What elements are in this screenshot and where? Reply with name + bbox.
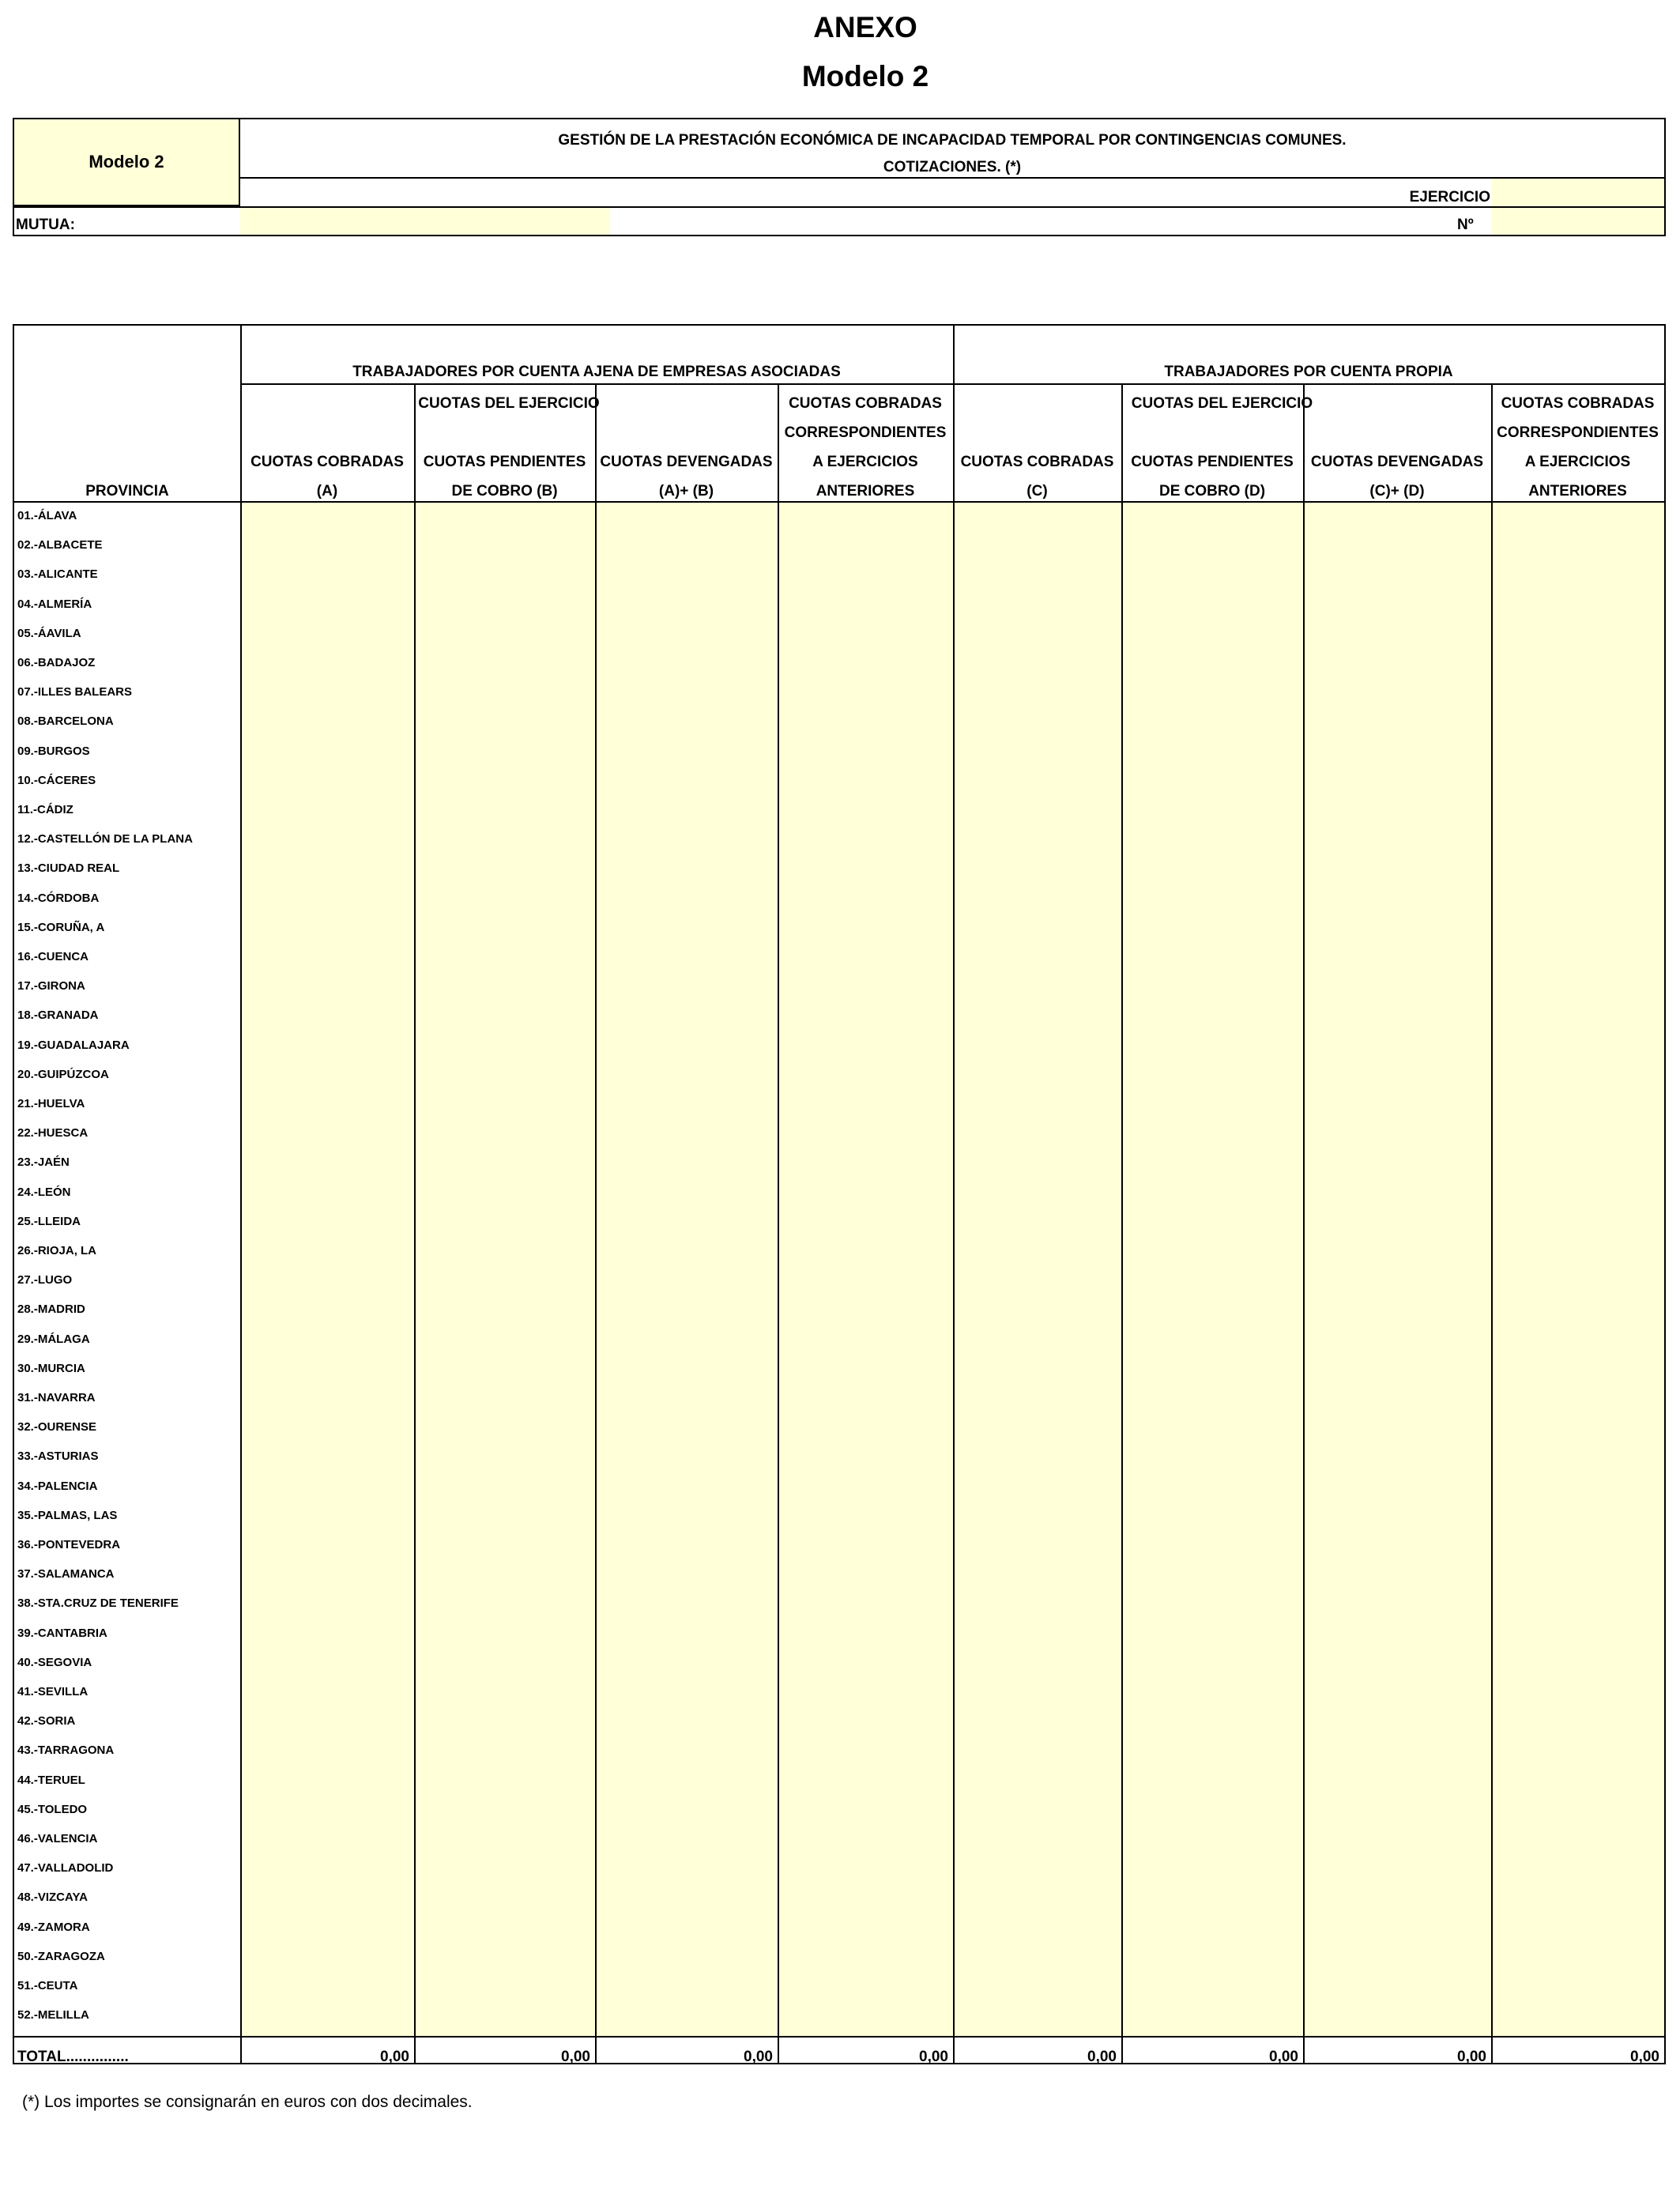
header-divider <box>14 501 1664 503</box>
province-label: 39.-CANTABRIA <box>17 1626 107 1640</box>
province-label: 24.-LEÓN <box>17 1185 71 1199</box>
province-label: 04.-ALMERÍA <box>17 597 92 611</box>
province-label: 45.-TOLEDO <box>17 1802 88 1816</box>
modelo-label: Modelo 2 <box>14 119 240 206</box>
province-label: 50.-ZARAGOZA <box>17 1949 105 1963</box>
column-header-anteriores: ANTERIORES <box>816 483 915 499</box>
column-divider <box>953 326 955 2064</box>
province-label: 18.-GRANADA <box>17 1008 99 1023</box>
column-header-ajena: (A) <box>316 483 338 499</box>
cuotas-table <box>13 324 1666 2064</box>
province-label: 34.-PALENCIA <box>17 1479 98 1493</box>
province-label: 46.-VALENCIA <box>17 1832 98 1845</box>
province-label: 43.-TARRAGONA <box>17 1744 115 1758</box>
province-label: 51.-CEUTA <box>17 1979 78 1992</box>
total-value: 0,00 <box>1630 2049 1659 2065</box>
column-header-anteriores: A EJERCICIOS <box>1524 454 1631 470</box>
province-label: 05.-ÁAVILA <box>17 626 81 640</box>
data-column-fill[interactable] <box>242 503 414 2036</box>
page-subtitle: Modelo 2 <box>801 60 929 92</box>
mutua-field[interactable] <box>240 208 610 235</box>
form-header <box>13 118 1666 236</box>
province-label: 02.-ALBACETE <box>17 538 103 552</box>
province-label: 08.-BARCELONA <box>17 714 114 729</box>
page-title: ANEXO <box>813 11 917 43</box>
province-label: 17.-GIRONA <box>17 979 85 993</box>
province-label: 01.-ÁLAVA <box>17 509 77 522</box>
province-label: 36.-PONTEVEDRA <box>17 1538 121 1551</box>
column-header-anteriores: CORRESPONDIENTES <box>1497 424 1659 441</box>
group-header-ajena: TRABAJADORES POR CUENTA AJENA DE EMPRESAS ASOCIADAS <box>352 364 841 380</box>
column-header-ajena: CUOTAS PENDIENTES <box>423 454 586 470</box>
form-subheading: COTIZACIONES. (*) <box>883 159 1022 175</box>
data-column-fill[interactable] <box>597 503 778 2036</box>
province-label: 14.-CÓRDOBA <box>17 891 100 905</box>
column-header-propia: DE COBRO (D) <box>1158 483 1266 499</box>
province-label: 19.-GUADALAJARA <box>17 1038 130 1052</box>
province-label: 20.-GUIPÚZCOA <box>17 1067 109 1081</box>
column-divider <box>1491 383 1493 2064</box>
province-label: 30.-MURCIA <box>17 1361 85 1375</box>
province-label: 31.-NAVARRA <box>17 1391 96 1404</box>
column-header-anteriores: ANTERIORES <box>1528 483 1627 499</box>
column-header-anteriores: A EJERCICIOS <box>812 454 918 470</box>
column-divider <box>595 383 597 2064</box>
province-label: 44.-TERUEL <box>17 1773 85 1787</box>
ejercicio-label: EJERCICIO <box>1409 189 1490 205</box>
province-label: 41.-SEVILLA <box>17 1685 89 1698</box>
form-heading: GESTIÓN DE LA PRESTACIÓN ECONÓMICA DE INCAPACIDAD TEMPORAL POR CONTINGENCIAS COMUNES. <box>558 132 1347 149</box>
province-label: 21.-HUELVA <box>17 1097 85 1110</box>
province-label: 48.-VIZCAYA <box>17 1891 88 1905</box>
ejercicio-field[interactable] <box>1492 179 1664 206</box>
province-label: 07.-ILLES BALEARS <box>17 685 133 699</box>
total-value: 0,00 <box>380 2049 409 2065</box>
province-label: 11.-CÁDIZ <box>17 803 73 816</box>
column-header-provincia: PROVINCIA <box>85 483 169 499</box>
column-header-anteriores: CUOTAS COBRADAS <box>1501 395 1655 412</box>
column-header-anteriores: CORRESPONDIENTES <box>784 424 947 441</box>
total-divider <box>14 2036 1664 2038</box>
province-label: 37.-SALAMANCA <box>17 1567 115 1581</box>
data-column-fill[interactable] <box>955 503 1121 2036</box>
total-value: 0,00 <box>561 2049 590 2065</box>
column-divider <box>1121 383 1123 2064</box>
total-value: 0,00 <box>1269 2049 1298 2065</box>
province-label: 16.-CUENCA <box>17 950 89 963</box>
column-header-ajena: CUOTAS DEVENGADAS <box>600 454 773 470</box>
province-label: 47.-VALLADOLID <box>17 1861 114 1875</box>
numero-field[interactable] <box>1492 208 1664 235</box>
column-divider <box>778 383 779 2064</box>
column-header-propia: (C) <box>1026 483 1048 499</box>
subgroup-cuotas-ejercicio: CUOTAS DEL EJERCICIO <box>1131 395 1313 412</box>
province-label: 22.-HUESCA <box>17 1126 89 1140</box>
column-header-propia: CUOTAS PENDIENTES <box>1131 454 1294 470</box>
subgroup-cuotas-ejercicio: CUOTAS DEL EJERCICIO <box>418 395 600 412</box>
group-divider <box>240 383 1664 385</box>
province-label: 15.-CORUÑA, A <box>17 920 105 934</box>
footnote: (*) Los importes se consignarán en euros con dos decimales. <box>22 2093 473 2111</box>
province-label: 29.-MÁLAGA <box>17 1332 90 1346</box>
province-label: 26.-RIOJA, LA <box>17 1244 97 1257</box>
total-label: TOTAL............... <box>17 2049 129 2065</box>
column-header-ajena: DE COBRO (B) <box>451 483 558 499</box>
total-value: 0,00 <box>1457 2049 1486 2065</box>
province-label: 32.-OURENSE <box>17 1420 97 1434</box>
province-label: 25.-LLEIDA <box>17 1214 81 1228</box>
province-label: 40.-SEGOVIA <box>17 1655 92 1669</box>
data-column-fill[interactable] <box>779 503 953 2036</box>
province-label: 27.-LUGO <box>17 1273 73 1287</box>
province-label: 23.-JAÉN <box>17 1155 70 1170</box>
column-header-anteriores: CUOTAS COBRADAS <box>789 395 942 412</box>
column-header-ajena: CUOTAS COBRADAS <box>250 454 404 470</box>
total-value: 0,00 <box>919 2049 948 2065</box>
province-label: 33.-ASTURIAS <box>17 1449 99 1464</box>
data-column-fill[interactable] <box>1305 503 1491 2036</box>
column-divider <box>414 383 416 2064</box>
column-header-propia: CUOTAS DEVENGADAS <box>1310 454 1484 470</box>
province-label: 42.-SORIA <box>17 1714 76 1728</box>
province-label: 28.-MADRID <box>17 1302 85 1317</box>
group-header-propia: TRABAJADORES POR CUENTA PROPIA <box>1164 364 1453 380</box>
province-label: 13.-CIUDAD REAL <box>17 861 120 876</box>
mutua-label: MUTUA: <box>16 217 75 233</box>
province-label: 12.-CASTELLÓN DE LA PLANA <box>17 832 193 846</box>
province-label: 06.-BADAJOZ <box>17 656 96 669</box>
province-label: 09.-BURGOS <box>17 744 90 758</box>
column-header-propia: CUOTAS COBRADAS <box>960 454 1114 470</box>
data-column-fill[interactable] <box>1493 503 1664 2036</box>
province-label: 10.-CÁCERES <box>17 773 96 787</box>
province-label: 38.-STA.CRUZ DE TENERIFE <box>17 1596 179 1611</box>
column-header-ajena: (A)+ (B) <box>658 483 714 499</box>
data-column-fill[interactable] <box>1123 503 1303 2036</box>
total-value: 0,00 <box>744 2049 773 2065</box>
numero-label: Nº <box>1457 217 1474 233</box>
column-divider <box>240 326 242 2064</box>
province-label: 52.-MELILLA <box>17 2008 89 2022</box>
province-label: 03.-ALICANTE <box>17 567 98 582</box>
province-label: 49.-ZAMORA <box>17 1920 90 1934</box>
province-label: 35.-PALMAS, LAS <box>17 1508 118 1522</box>
divider <box>240 177 1664 179</box>
column-divider <box>1303 383 1305 2064</box>
data-column-fill[interactable] <box>416 503 595 2036</box>
column-header-propia: (C)+ (D) <box>1369 483 1425 499</box>
total-value: 0,00 <box>1087 2049 1117 2065</box>
